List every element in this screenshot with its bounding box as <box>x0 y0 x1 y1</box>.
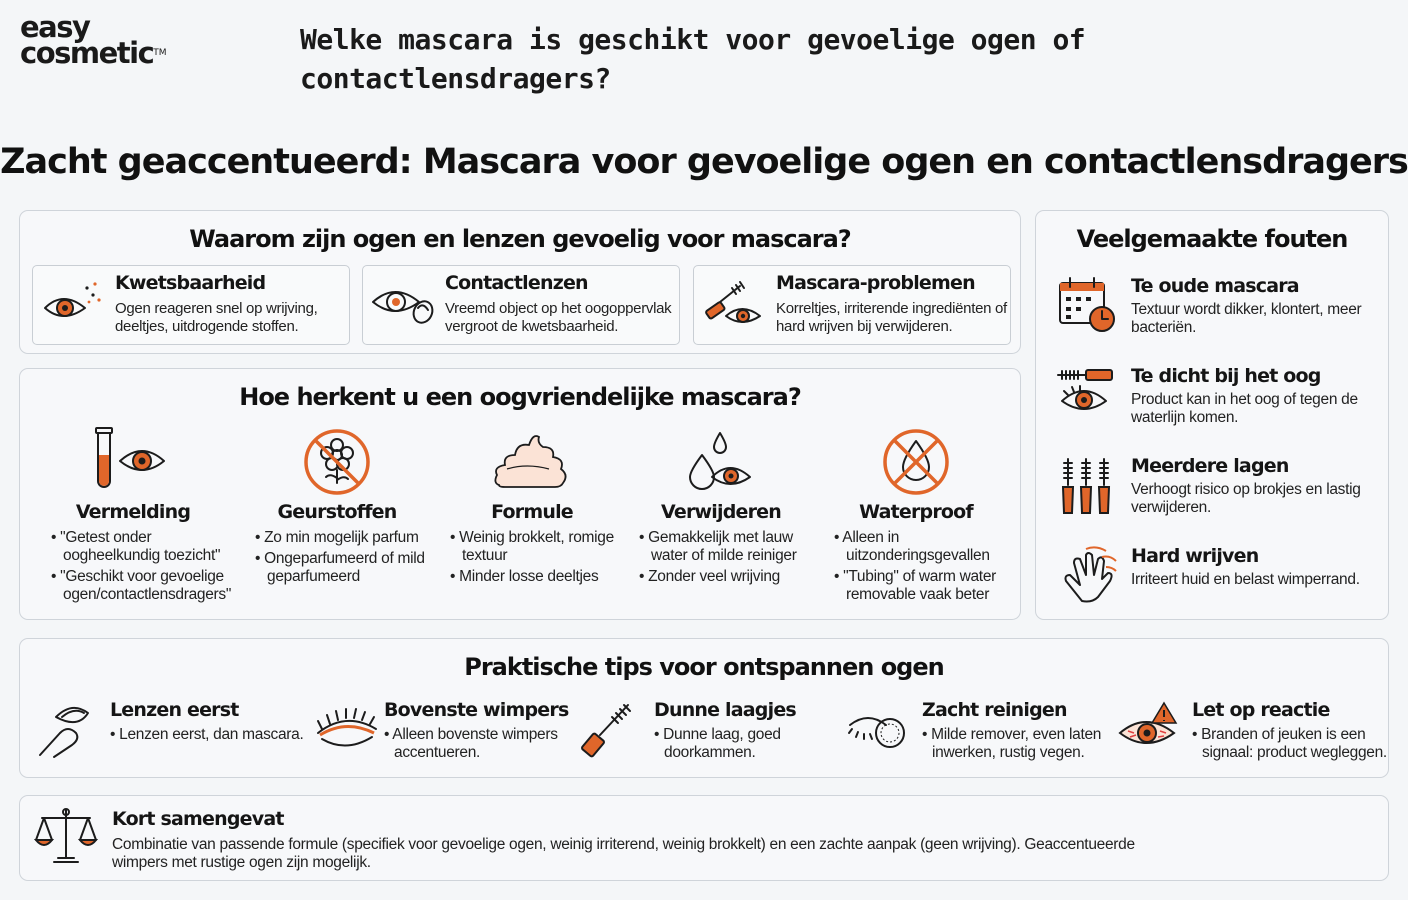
trademark: TM <box>153 48 167 58</box>
col-title: Waterproof <box>859 501 973 523</box>
calendar-clock-icon <box>1056 275 1120 335</box>
col-bullet: • Ongeparfumeerd of mild geparfumeerd <box>255 550 445 586</box>
tip-item <box>1116 699 1386 799</box>
brand-line-1: easy <box>20 10 90 44</box>
card-text: Korreltjes, irriterende ingrediënten of hard wrijven bij verwijderen. <box>776 300 1007 335</box>
mistakes-panel-title: Veelgemaakte fouten <box>1076 225 1348 253</box>
col-bullets <box>450 529 640 589</box>
col-bullets <box>51 529 241 607</box>
tip-item <box>846 699 1106 799</box>
why-card-mascara-problemen <box>693 265 1011 345</box>
col-title: Formule <box>491 501 573 523</box>
page-title: Zacht geaccentueerd: Mascara voor gevoelige ogen en contactlensdragers <box>0 142 1408 182</box>
eye-lens-icon <box>371 278 433 328</box>
mistake-item <box>1036 545 1386 625</box>
scales-icon <box>34 806 98 868</box>
mistake-item <box>1036 365 1386 445</box>
col-bullet: • "Geschikt voor gevoelige ogen/contactlensdragers" <box>51 568 241 604</box>
mistake-text: Irriteert huid en belast wimperrand. <box>1131 571 1360 588</box>
cotton-pad-eye-icon <box>846 699 910 759</box>
cream-icon <box>487 425 577 495</box>
mistake-title: Te dicht bij het oog <box>1131 365 1321 387</box>
three-wands-icon <box>1056 455 1120 515</box>
tip-item <box>36 699 306 799</box>
mistake-item <box>1036 455 1386 535</box>
mascara-eye-icon <box>702 278 764 328</box>
brand-logo <box>20 10 190 70</box>
mistake-text: Product kan in het oog of tegen de waterlijn komen. <box>1131 391 1358 426</box>
summary-text: Combinatie van passende formule (specifiek voor gevoelige ogen, weinig irriterend, weinig brokkelt) en een zachte aanpak (geen wrijving). Geaccentueerde wimpers met rustige ogen zijn mogelijk. <box>112 836 1135 871</box>
mistake-item <box>1036 275 1386 355</box>
col-title: Geurstoffen <box>277 501 397 523</box>
tip-item <box>580 699 830 799</box>
lens-finger-icon <box>36 699 100 759</box>
summary-title: Kort samengevat <box>112 808 284 830</box>
mistake-text: Verhoogt risico op brokjes en lastig verwijderen. <box>1131 481 1361 516</box>
col-bullet: • Gemakkelijk met lauw water of milde reiniger <box>639 529 829 565</box>
sensitive-eye-icon <box>41 278 103 328</box>
card-title: Mascara-problemen <box>776 272 975 294</box>
col-bullets <box>639 529 829 589</box>
why-panel <box>19 210 1021 354</box>
tips-panel <box>19 638 1389 778</box>
col-bullets <box>834 529 1024 607</box>
upper-lashes-icon <box>312 699 380 759</box>
tip-text: • Milde remover, even laten inwerken, rustig vegen. <box>922 726 1102 762</box>
card-title: Kwetsbaarheid <box>115 272 266 294</box>
col-bullet: • Zo min mogelijk parfum <box>255 529 445 547</box>
no-waterproof-icon <box>871 425 961 495</box>
mistake-text: Textuur wordt dikker, klontert, meer bacteriën. <box>1131 301 1362 336</box>
why-panel-title: Waarom zijn ogen en lenzen gevoelig voor mascara? <box>189 225 851 253</box>
tip-title: Let op reactie <box>1192 699 1330 721</box>
tip-text: • Branden of jeuken is een signaal: product wegleggen. <box>1192 726 1388 762</box>
recognize-panel-title: Hoe herkent u een oogvriendelijke mascara? <box>239 383 801 411</box>
summary-panel <box>19 795 1389 881</box>
rubbing-hand-icon <box>1056 545 1120 605</box>
card-title: Contactlenzen <box>445 272 588 294</box>
col-bullet: • Weinig brokkelt, romige textuur <box>450 529 640 565</box>
mistake-title: Te oude mascara <box>1131 275 1299 297</box>
tip-title: Bovenste wimpers <box>384 699 569 721</box>
no-fragrance-icon <box>292 425 382 495</box>
tips-panel-title: Praktische tips voor ontspannen ogen <box>464 653 944 681</box>
col-bullets <box>255 529 445 589</box>
tip-title: Dunne laagjes <box>654 699 796 721</box>
col-title: Vermelding <box>75 501 191 523</box>
brand-line-2: cosmetic™ <box>20 36 167 70</box>
col-bullet: • Alleen in uitzonderingsgevallen <box>834 529 1024 565</box>
col-title: Verwijderen <box>661 501 781 523</box>
tip-text: • Dunne laag, goed doorkammen. <box>654 726 824 762</box>
page-question: Welke mascara is geschikt voor gevoelige ogen of contactlensdragers? <box>300 23 1086 95</box>
mistake-title: Hard wrijven <box>1131 545 1259 567</box>
col-bullet: • Minder losse deeltjes <box>450 568 640 586</box>
col-bullet: • Zonder veel wrijving <box>639 568 829 586</box>
card-text: Ogen reageren snel op wrijving, deeltjes, uitdrogende stoffen. <box>115 300 318 335</box>
tip-item <box>312 699 572 799</box>
tip-title: Zacht reinigen <box>922 699 1067 721</box>
test-tube-eye-icon <box>88 425 178 495</box>
why-card-contactlenzen <box>362 265 680 345</box>
tip-title: Lenzen eerst <box>110 699 239 721</box>
card-text: Vreemd object op het oogoppervlak vergroot de kwetsbaarheid. <box>445 300 672 335</box>
why-card-kwetsbaarheid <box>32 265 350 345</box>
wand-near-eye-icon <box>1056 365 1120 425</box>
col-bullet: • "Tubing" of warm water removable vaak beter <box>834 568 1024 604</box>
tip-text: • Lenzen eerst, dan mascara. <box>110 726 310 744</box>
water-drop-eye-icon <box>676 425 766 495</box>
mascara-wand-icon <box>580 699 644 759</box>
tip-text: • Alleen bovenste wimpers accentueren. <box>384 726 574 762</box>
mistakes-panel <box>1035 210 1389 620</box>
mistake-title: Meerdere lagen <box>1131 455 1289 477</box>
col-bullet: • "Getest onder oogheelkundig toezicht" <box>51 529 241 565</box>
red-eye-warning-icon <box>1116 699 1180 759</box>
